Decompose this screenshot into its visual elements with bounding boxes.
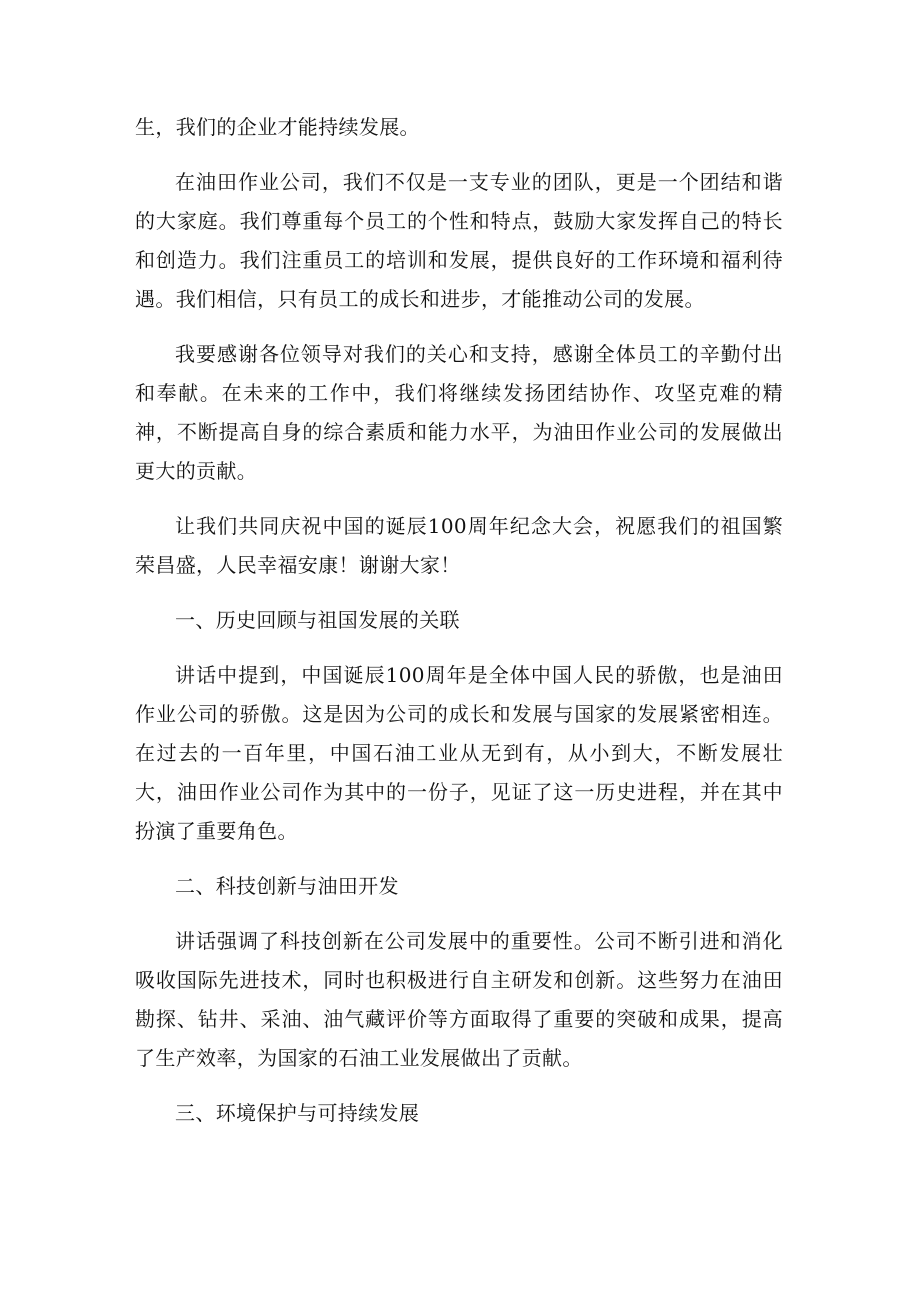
section-heading-innovation: 二、科技创新与油田开发 — [175, 874, 399, 898]
paragraph-continuation: 生，我们的企业才能持续发展。 — [135, 115, 420, 139]
paragraph-thanks: 我要感谢各位领导对我们的关心和支持，感谢全体员工的辛勤付出和奉献。在未来的工作中，我们将继续发扬团结协作、攻坚克难的精神，不断提高自身的综合素质和能力水平，为油田作业公司的发展做出更大的贡献。 — [135, 342, 783, 483]
paragraph-celebration: 让我们共同庆祝中国的诞辰100周年纪念大会，祝愿我们的祖国繁荣昌盛，人民幸福安康！谢谢大家！ — [135, 514, 783, 577]
document-body — [135, 108, 783, 1149]
paragraph-team: 在油田作业公司，我们不仅是一支专业的团队，更是一个团结和谐的大家庭。我们尊重每个员工的个性和特点，鼓励大家发挥自己的特长和创造力。我们注重员工的培训和发展，提供良好的工作环境和福利待遇。我们相信，只有员工的成长和进步，才能推动公司的发展。 — [135, 170, 783, 311]
paragraph-history: 讲话中提到，中国诞辰100周年是全体中国人民的骄傲，也是油田作业公司的骄傲。这是因为公司的成长和发展与国家的发展紧密相连。在过去的一百年里，中国石油工业从无到有，从小到大，不断发展壮大，油田作业公司作为其中的一份子，见证了这一历史进程，并在其中扮演了重要角色。 — [135, 663, 783, 843]
section-heading-environment: 三、环境保护与可持续发展 — [175, 1101, 420, 1125]
section-heading-history: 一、历史回顾与祖国发展的关联 — [175, 608, 460, 632]
paragraph-innovation: 讲话强调了科技创新在公司发展中的重要性。公司不断引进和消化吸收国际先进技术，同时也积极进行自主研发和创新。这些努力在油田勘探、钻井、采油、油气藏评价等方面取得了重要的突破和成果，提高了生产效率，为国家的石油工业发展做出了贡献。 — [135, 929, 783, 1070]
